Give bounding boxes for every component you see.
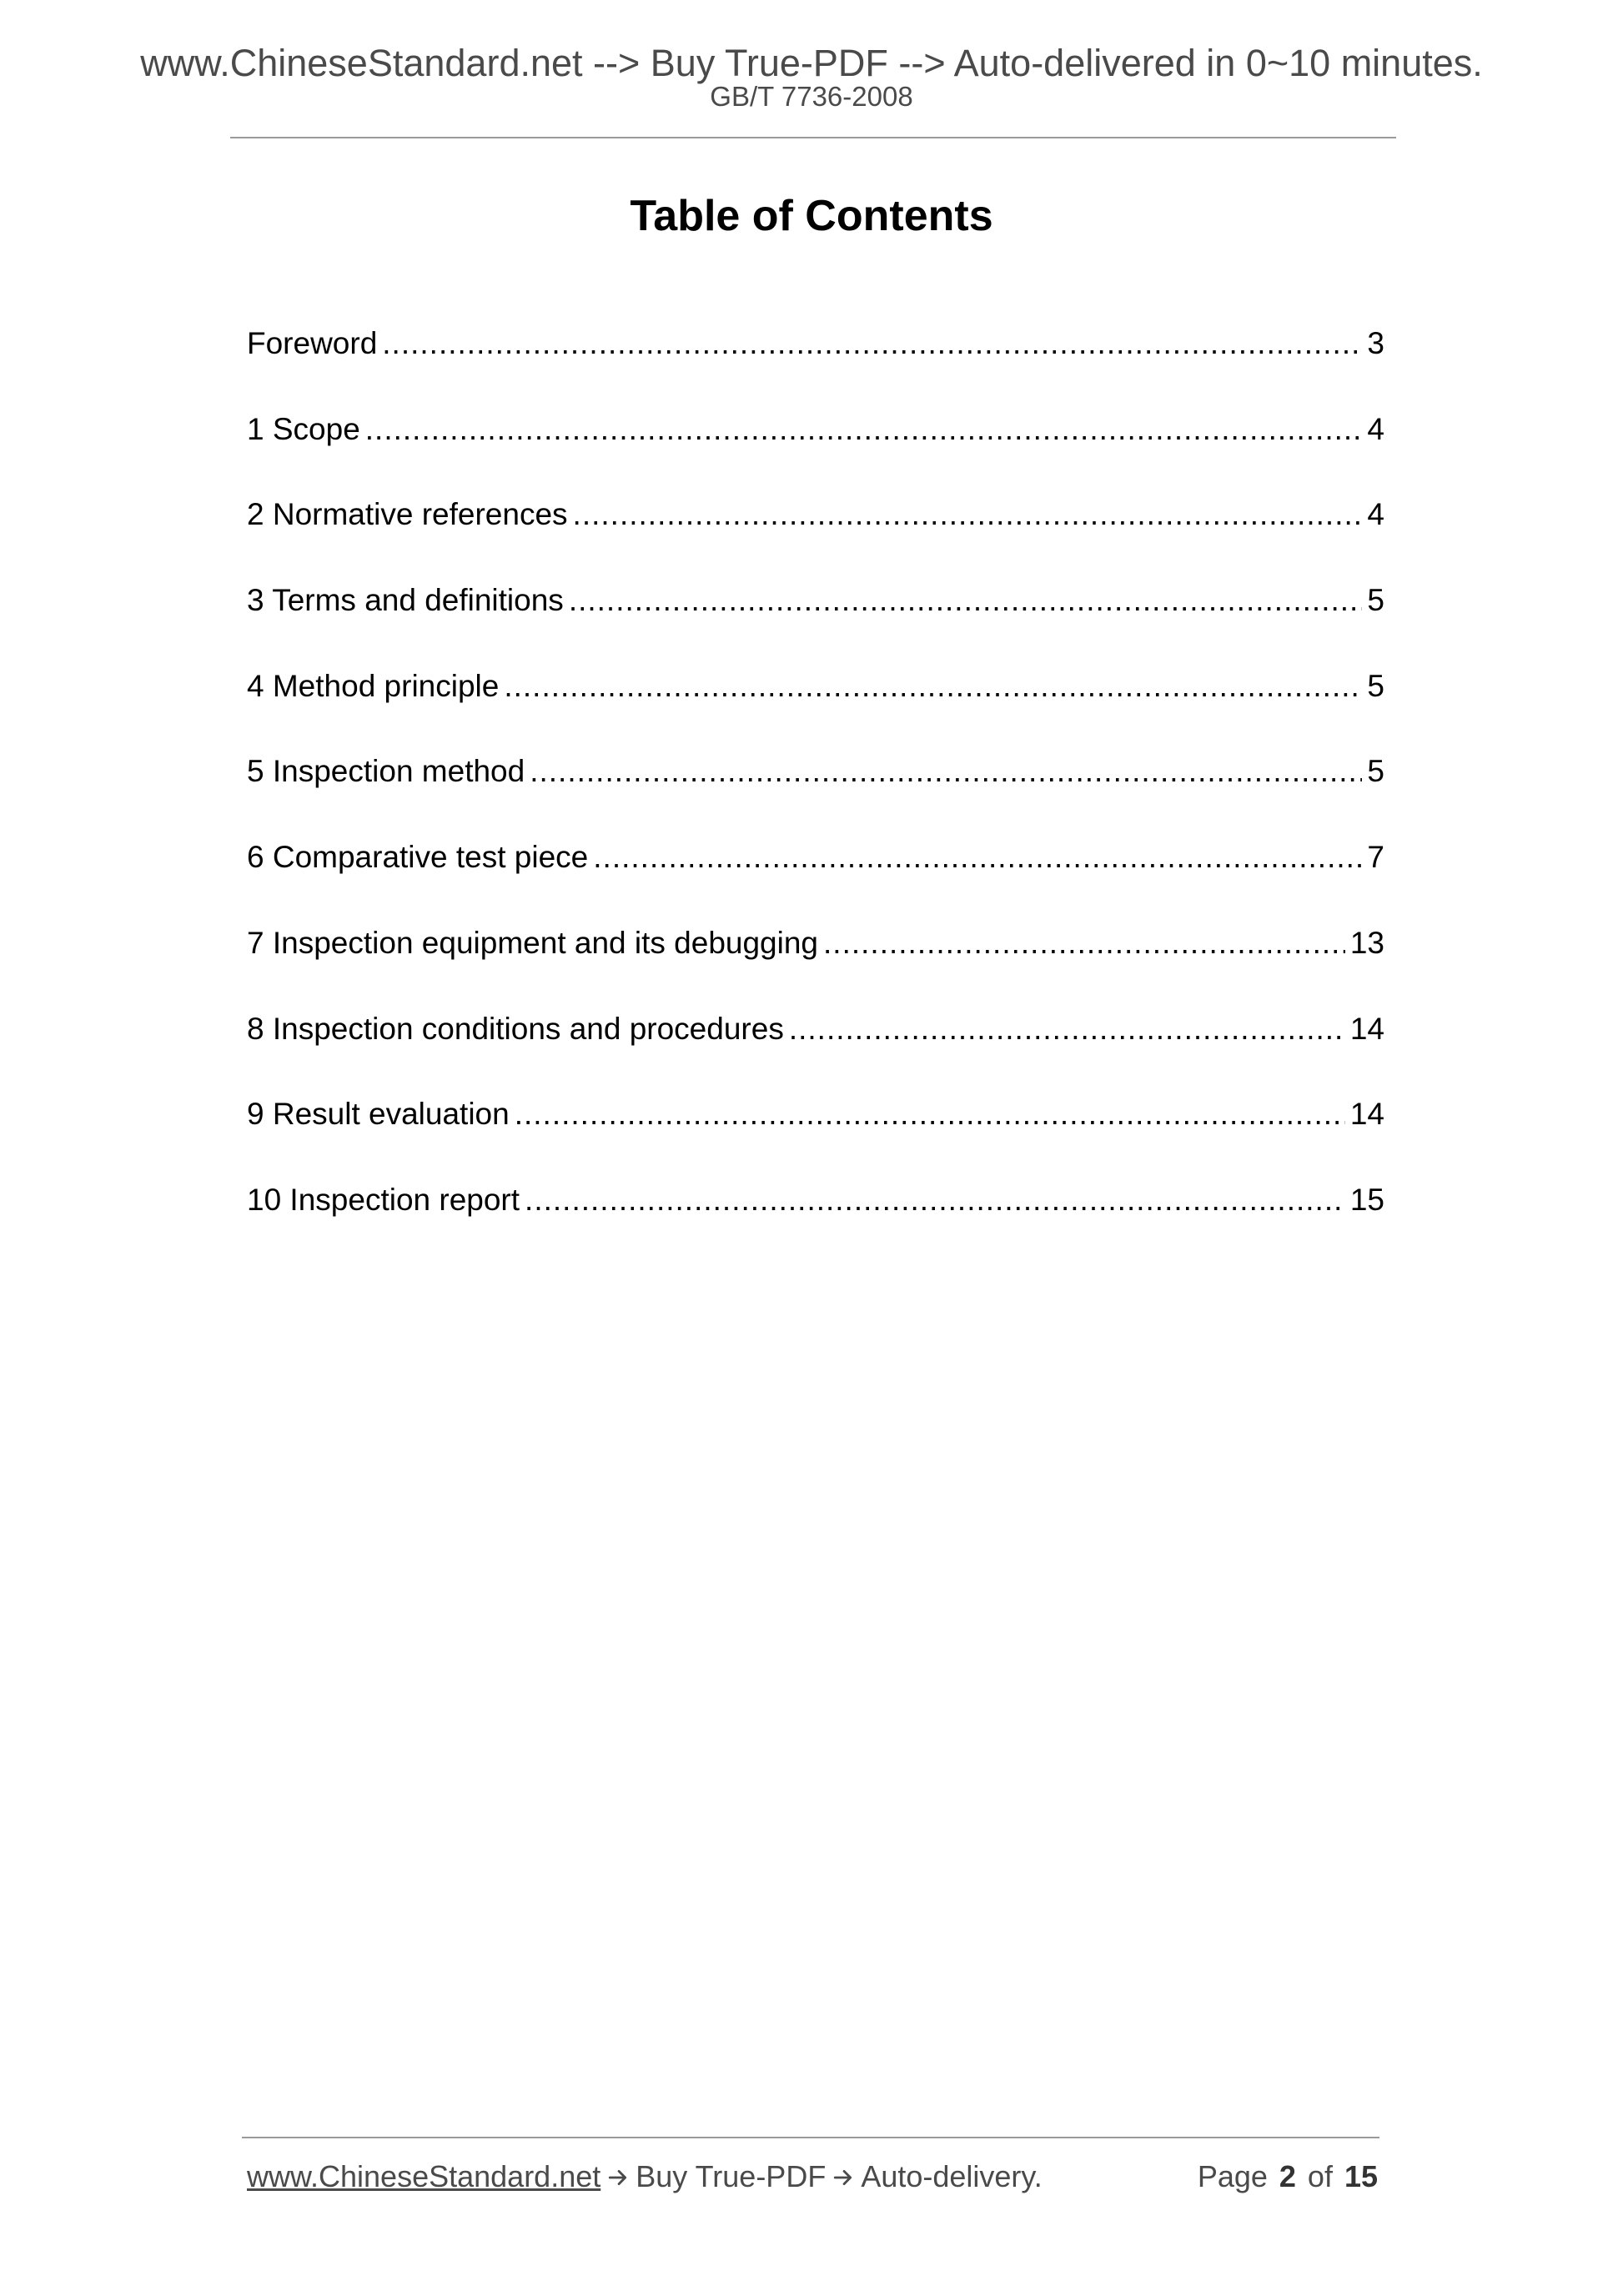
arrow-right-icon [832,2167,854,2188]
footer-promo [247,2157,1043,2197]
toc-entry-page: 5 [1367,583,1384,618]
header-divider [230,137,1396,138]
toc-entry-inspection-conditions[interactable] [247,1006,1384,1092]
page-indicator [1198,2157,1378,2197]
toc-dot-leader [569,577,1363,624]
arrow-right-icon [607,2167,629,2188]
toc-entry-result-evaluation[interactable] [247,1091,1384,1177]
current-page-number: 2 [1279,2159,1296,2193]
toc-entry-method-principle[interactable] [247,663,1384,749]
toc-dot-leader [382,320,1362,367]
toc-list [247,320,1384,1263]
toc-entry-foreword[interactable] [247,320,1384,406]
toc-entry-label: 10 Inspection report [247,1182,520,1217]
toc-entry-page: 14 [1349,1097,1384,1132]
toc-entry-page: 4 [1367,411,1384,446]
toc-dot-leader [530,748,1362,795]
toc-entry-page: 7 [1367,840,1384,875]
toc-entry-page: 4 [1367,497,1384,532]
toc-entry-label: 5 Inspection method [247,754,525,789]
toc-title: Table of Contents [630,192,993,240]
total-pages-number: 15 [1344,2159,1378,2193]
toc-dot-leader [515,1091,1345,1138]
toc-entry-page: 5 [1367,668,1384,703]
toc-dot-leader [823,920,1345,967]
footer-delivery-text: Auto-delivery. [861,2159,1043,2193]
toc-dot-leader [365,406,1363,453]
document-code: GB/T 7736-2008 [710,81,913,112]
toc-dot-leader [504,663,1362,710]
toc-entry-label: 7 Inspection equipment and its debugging [247,925,819,960]
toc-entry-label: 6 Comparative test piece [247,840,589,875]
footer-divider [242,2137,1379,2138]
toc-dot-leader [573,491,1363,538]
toc-entry-inspection-report[interactable] [247,1177,1384,1263]
toc-entry-label: Foreword [247,326,378,360]
toc-entry-label: 9 Result evaluation [247,1097,510,1132]
toc-entry-page: 13 [1349,925,1384,960]
toc-entry-scope[interactable] [247,406,1384,492]
toc-entry-inspection-equipment[interactable] [247,920,1384,1006]
of-label: of [1307,2159,1333,2193]
site-banner: www.ChineseStandard.net --> Buy True-PDF --> Auto-delivered in 0~10 minutes. [140,42,1483,84]
toc-entry-label: 2 Normative references [247,497,568,532]
toc-dot-leader [789,1006,1345,1053]
toc-entry-terms-definitions[interactable] [247,577,1384,663]
toc-entry-label: 4 Method principle [247,668,500,703]
toc-entry-label: 8 Inspection conditions and procedures [247,1011,784,1046]
toc-entry-normative-references[interactable] [247,491,1384,577]
footer-site-link[interactable]: www.ChineseStandard.net [247,2159,601,2193]
toc-entry-page: 3 [1367,326,1384,360]
toc-dot-leader [525,1177,1345,1223]
toc-entry-page: 5 [1367,754,1384,789]
toc-dot-leader [593,834,1362,881]
toc-entry-label: 3 Terms and definitions [247,583,564,618]
toc-entry-page: 15 [1349,1182,1384,1217]
toc-entry-comparative-test-piece[interactable] [247,834,1384,920]
toc-entry-page: 14 [1349,1011,1384,1046]
toc-entry-label: 1 Scope [247,411,360,446]
footer-buy-text: Buy True-PDF [636,2159,827,2193]
toc-entry-inspection-method[interactable] [247,748,1384,834]
page-label: Page [1197,2159,1268,2193]
page-footer [247,2157,1378,2197]
